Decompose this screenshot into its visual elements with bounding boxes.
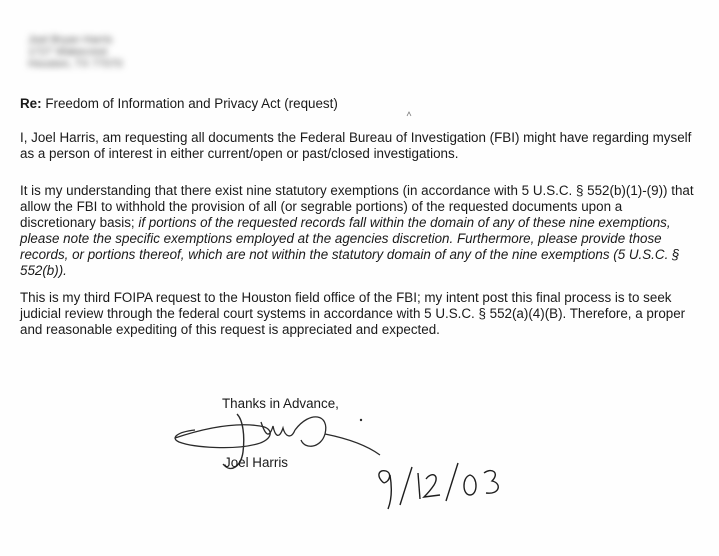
address-line: Joel Bryan Harris xyxy=(28,34,113,46)
handwritten-date xyxy=(370,455,510,515)
address-line: Houston, TX 77070 xyxy=(28,58,123,70)
stray-mark xyxy=(405,110,413,118)
signer-name: Joel Harris xyxy=(224,455,288,470)
handwritten-signature xyxy=(165,400,385,490)
exemptions-normal-text: It is my understanding that there exist nine statutory exemptions (in accordance with 5 U.S.C. § 552(b)(1)-(9)) that allow the FBI to withhold the provision of all (or segrable portions) of the requested documents upon a discretionary basis; xyxy=(20,183,694,230)
paragraph-exemptions xyxy=(20,183,700,279)
paragraph-intent: This is my third FOIPA request to the Houston field office of the FBI; my intent post this final process is to seek judicial review through the federal court systems in accordance with 5 U.S.C. § 552(a)(4)(B). Therefore, a proper and reasonable expediting of this request is appreciated and expected. xyxy=(20,290,686,337)
paragraph-request: I, Joel Harris, am requesting all documents the Federal Bureau of Investigation (FBI) might have regarding myself as a person of interest in either current/open or past/closed investigations. xyxy=(20,130,692,161)
address-line: 1727 Wakecrest xyxy=(28,46,108,58)
subject-prefix: Re: xyxy=(20,96,42,111)
subject-text: Freedom of Information and Privacy Act (request) xyxy=(45,96,338,111)
exemptions-italic-text: if portions of the requested records fall within the domain of any of these nine exemptions, please note the specific exemptions employed at the agencies discretion. Furthermore, please provide those records, or portions thereof, which are not within the statutory domain of any of the nine exemptions (5 U.S.C. § 552(b)). xyxy=(20,215,680,278)
closing-text: Thanks in Advance, xyxy=(222,396,339,411)
subject-line xyxy=(20,96,700,112)
sender-address-blurred xyxy=(28,34,158,70)
